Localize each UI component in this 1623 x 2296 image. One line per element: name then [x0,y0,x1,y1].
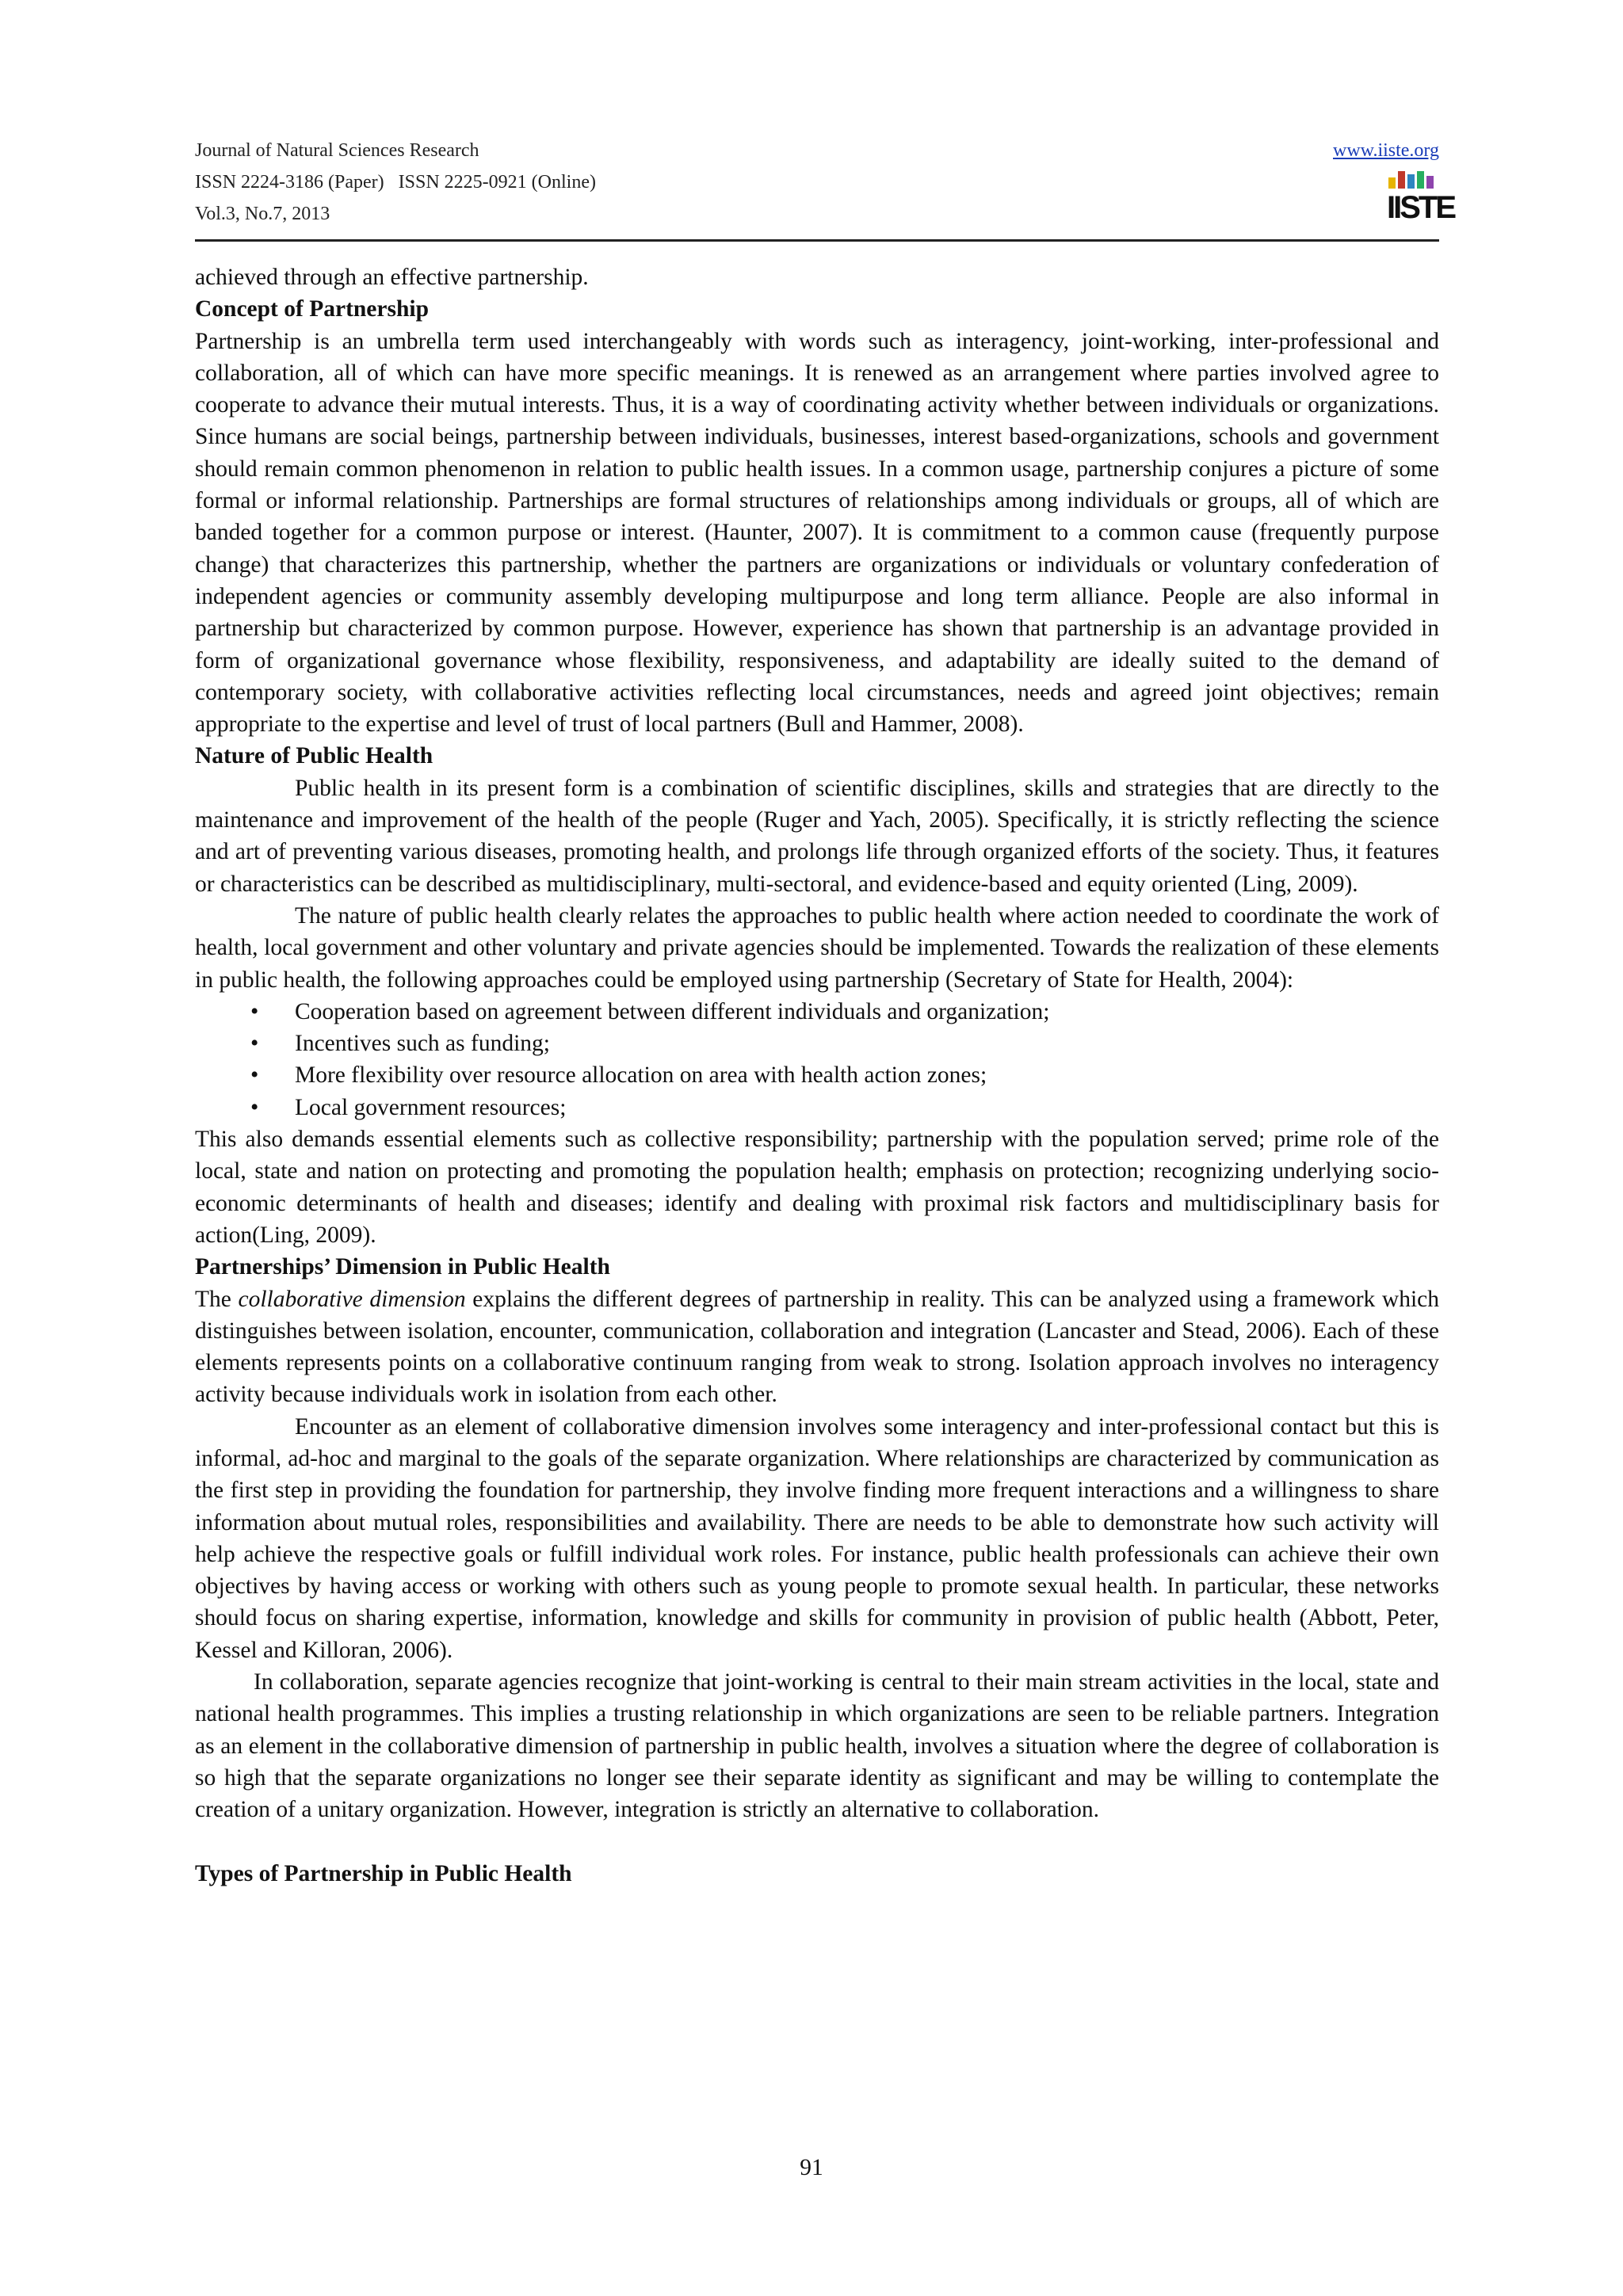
logo-bar [1407,174,1415,189]
iiste-logo [1387,171,1455,228]
section-spacer [195,1826,1439,1858]
dimension-italic-term: collaborative dimension [238,1286,466,1312]
approaches-list [195,996,1439,1123]
bullet-icon: • [250,1094,259,1120]
list-item [195,1059,1439,1091]
paragraph-nature-3: This also demands essential elements such as collective responsibility; partnership with the population served; prime role of the local, state and nation on protecting and promoting the population health; emphasis on protection; recognizing underlying socio-economic determinants of health and diseases; identify and dealing with proximal risk factors and multidisciplinary basis for action(Ling, 2009). [195,1127,1439,1248]
bullet-icon: • [250,1062,259,1089]
publisher-website-link[interactable]: www.iiste.org [1333,140,1439,161]
paragraph-dimension-2: Encounter as an element of collaborative dimension involves some interagency and inter-professional contact but this is informal, ad-hoc and marginal to the goals of the separate organization. Where relationships are characterized by communication as the first step in providing the foundation for partnership, they involve finding more frequent interactions and a willingness to share information about mutual roles, responsibilities and availability. There are needs to be able to demonstrate how such activity will help achieve the respective goals or fulfill individual work roles. For instance, public health professionals can achieve their own objectives by having access or working with others such as young people to promote sexual health. In particular, these networks should focus on sharing expertise, information, knowledge and skills for community in provision of public health (Abbott, Peter, Kessel and Killoran, 2006). [195,1413,1439,1663]
list-item-text: Local government resources; [295,1094,567,1120]
article-body [195,261,1439,1890]
dimension-rest: explains the different degrees of partnership in reality. This can be analyzed using a framework which distinguishes between isolation, encounter, communication, collaboration and integration (Lancaster and Stead, 2006). Each of these elements represents points on a collaborative continuum ranging from weak to strong. Isolation approach involves no interagency activity because individuals work in isolation from each other. [195,1286,1439,1408]
logo-color-bars [1388,171,1438,189]
logo-bar [1398,171,1405,189]
publisher-info [1333,135,1455,232]
bullet-icon: • [250,1031,259,1057]
journal-title: Journal of Natural Sciences Research [195,140,479,161]
paragraph-nature-1: Public health in its present form is a combination of scientific disciplines, skills and strategies that are directly to the maintenance and improvement of the health of the people (Ruger and Yach, 2005). Specifically, it is strictly reflecting the science and art of preventing various diseases, promoting health, and prolongs life through organized efforts of the society. Thus, it features or characteristics can be described as multidisciplinary, multi-sectoral, and evidence-based and equity oriented (Ling, 2009). [195,775,1439,897]
page-header [195,135,1455,242]
list-item [195,1092,1439,1123]
journal-issn: ISSN 2224-3186 (Paper) ISSN 2225-0921 (Online) [195,172,596,193]
logo-bar [1426,176,1434,189]
list-item-text: Incentives such as funding; [295,1031,550,1057]
intro-fragment: achieved through an effective partnership. [195,265,589,290]
paragraph-dimension-1 [195,1283,1439,1411]
journal-info [195,135,596,230]
paragraph-nature-2: The nature of public health clearly relates the approaches to public health where action needed to coordinate the work of health, local government and other voluntary and private agencies should be implemented. Towards the realization of these elements in public health, the following approaches could be employed using partnership (Secretary of State for Health, 2004): [195,902,1439,993]
dimension-lead: The [195,1286,239,1312]
logo-bar [1388,177,1396,189]
list-item [195,996,1439,1028]
heading-concept-of-partnership: Concept of Partnership [195,296,429,322]
heading-partnerships-dimension: Partnerships’ Dimension in Public Health [195,1254,610,1280]
journal-volume: Vol.3, No.7, 2013 [195,204,330,224]
logo-bar [1417,171,1424,189]
list-item-text: Cooperation based on agreement between different individuals and organization; [295,998,1050,1024]
heading-nature-of-public-health: Nature of Public Health [195,743,433,769]
paragraph-dimension-3: In collaboration, separate agencies recognize that joint-working is central to their main stream activities in the local, state and national health programmes. This implies a trusting relationship in which organizations are seen to be reliable partners. Integration as an element in the collaborative dimension of partnership in public health, involves a situation where the degree of collaboration is so high that the separate organizations no longer see their separate identity as significant and may be willing to contemplate the creation of a unitary organization. However, integration is strictly an alternative to collaboration. [195,1669,1439,1823]
page-number: 91 [800,2155,823,2180]
list-item-text: More flexibility over resource allocation on area with health action zones; [295,1062,987,1089]
list-item [195,1028,1439,1059]
heading-types-of-partnership: Types of Partnership in Public Health [195,1860,572,1886]
logo-text: IISTE [1387,190,1455,225]
paragraph-concept: Partnership is an umbrella term used interchangeably with words such as interagency, joint-working, inter-professional and collaboration, all of which can have more specific meanings. It is renewed as an arrangement where parties involved agree to cooperate to advance their mutual interests. Thus, it is a way of coordinating activity whether between individuals or organizations. Since humans are social beings, partnership between individuals, businesses, interest based-organizations, schools and government should remain common phenomenon in relation to public health issues. In a common usage, partnership conjures a picture of some formal or informal relationship. Partnerships are formal structures of relationships among individuals or groups, all of which are banded together for a common purpose or interest. (Haunter, 2007). It is commitment to a common cause (frequently purpose change) that characterizes this partnership, whether the partners are organizations or individuals or voluntary confederation of independent agencies or community assembly developing multipurpose and long term alliance. People are also informal in partnership but characterized by common purpose. However, experience has shown that partnership is an advantage provided in form of organizational governance whose flexibility, responsiveness, and adaptability are ideally suited to the demand of contemporary society, with collaborative activities reflecting local circumstances, needs and agreed joint objectives; remain appropriate to the expertise and level of trust of local partners (Bull and Hammer, 2008). [195,328,1439,738]
bullet-icon: • [250,998,259,1024]
